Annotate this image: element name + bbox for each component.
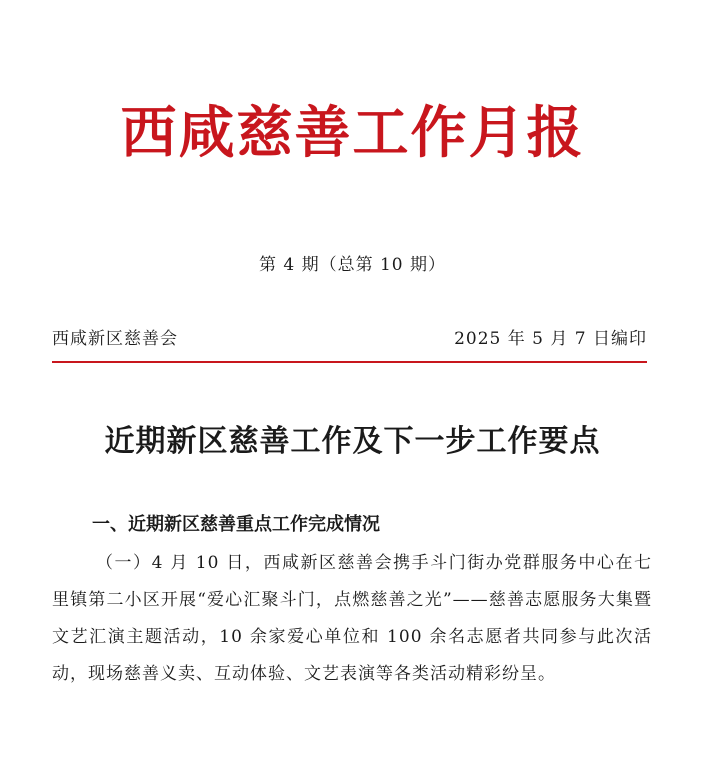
section-heading: 一、近期新区慈善重点工作完成情况	[92, 514, 380, 535]
print-date: 2025 年 5 月 7 日编印	[454, 329, 647, 349]
masthead-title: 西咸慈善工作月报	[120, 100, 585, 166]
issue-number: 第 4 期（总第 10 期）	[258, 255, 447, 275]
publisher-name: 西咸新区慈善会	[52, 329, 178, 349]
header-divider	[52, 361, 647, 363]
publication-meta	[52, 326, 647, 352]
body-paragraph: （一）4 月 10 日，西咸新区慈善会携手斗门街办党群服务中心在七里镇第二小区开展“爱心汇聚斗门，点燃慈善之光”——慈善志愿服务大集暨文艺汇演主题活动，10 余家爱心单位和 100 余名志愿者共同参与此次活动，现场慈善义卖、互动体验、文艺表演等各类活动精彩纷呈。	[52, 553, 652, 684]
article-title: 近期新区慈善工作及下一步工作要点	[104, 424, 601, 459]
